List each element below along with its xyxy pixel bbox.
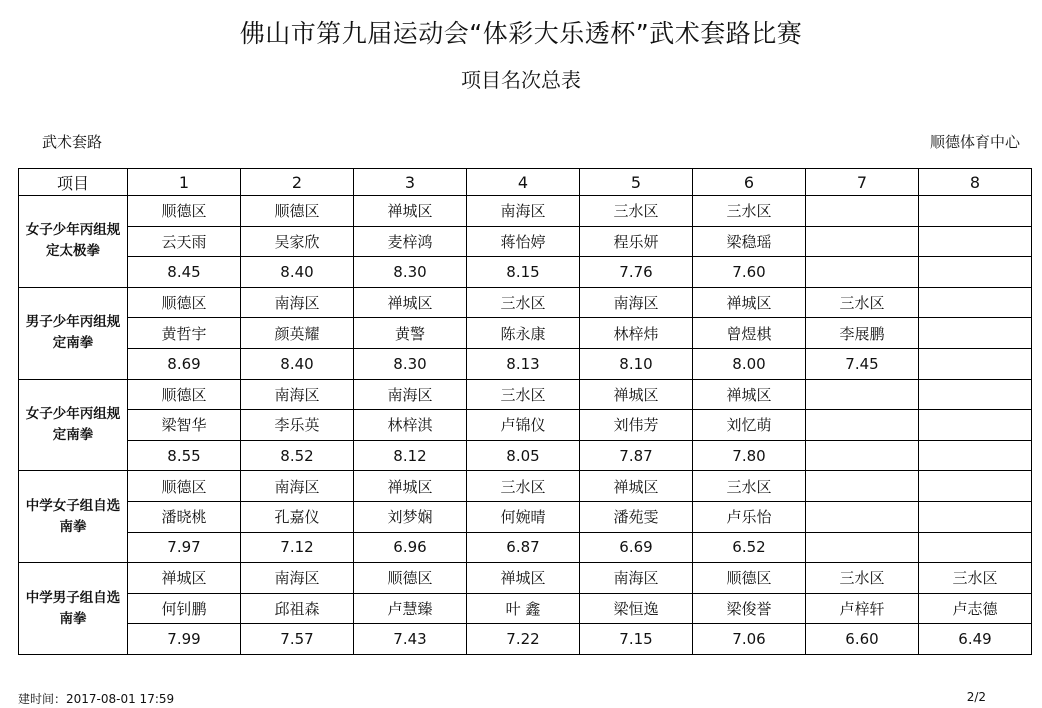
district-cell: 南海区 — [580, 287, 693, 318]
district-cell: 南海区 — [467, 196, 580, 227]
athlete-cell: 孔嘉仪 — [241, 501, 354, 532]
district-cell: 禅城区 — [580, 379, 693, 410]
score-cell — [919, 532, 1032, 563]
score-cell: 8.45 — [128, 257, 241, 288]
header-rank-2: 2 — [241, 169, 354, 196]
score-cell: 7.45 — [806, 348, 919, 379]
score-cell — [806, 257, 919, 288]
district-cell: 禅城区 — [354, 196, 467, 227]
header-rank-5: 5 — [580, 169, 693, 196]
score-cell: 8.10 — [580, 348, 693, 379]
district-cell: 顺德区 — [128, 287, 241, 318]
score-cell: 6.52 — [693, 532, 806, 563]
document-title: 佛山市第九届运动会“体彩大乐透杯”武术套路比赛 — [239, 19, 803, 48]
score-cell: 6.87 — [467, 532, 580, 563]
score-cell: 7.15 — [580, 624, 693, 655]
event-district-row — [19, 196, 1032, 227]
athlete-cell: 黄哲宇 — [128, 318, 241, 349]
athlete-cell: 程乐妍 — [580, 226, 693, 257]
event-name: 女子少年丙组规定南拳 — [19, 379, 128, 471]
district-cell — [806, 196, 919, 227]
district-cell: 三水区 — [693, 471, 806, 502]
score-cell: 7.12 — [241, 532, 354, 563]
district-cell: 三水区 — [806, 563, 919, 594]
score-cell: 8.15 — [467, 257, 580, 288]
athlete-cell: 卢志德 — [919, 593, 1032, 624]
district-cell — [806, 471, 919, 502]
header-rank-3: 3 — [354, 169, 467, 196]
athlete-cell: 何婉晴 — [467, 501, 580, 532]
district-cell: 南海区 — [241, 471, 354, 502]
header-rank-4: 4 — [467, 169, 580, 196]
athlete-cell: 刘忆萌 — [693, 410, 806, 441]
score-cell: 6.69 — [580, 532, 693, 563]
page-number: 2/2 — [966, 690, 986, 704]
score-cell: 8.40 — [241, 348, 354, 379]
athlete-cell — [919, 501, 1032, 532]
athlete-cell: 卢锦仪 — [467, 410, 580, 441]
athlete-cell: 林梓炜 — [580, 318, 693, 349]
athlete-cell — [806, 226, 919, 257]
district-cell: 顺德区 — [693, 563, 806, 594]
district-cell: 南海区 — [580, 563, 693, 594]
score-cell: 7.99 — [128, 624, 241, 655]
district-cell: 三水区 — [919, 563, 1032, 594]
score-cell: 8.69 — [128, 348, 241, 379]
district-cell: 禅城区 — [128, 563, 241, 594]
score-cell: 6.96 — [354, 532, 467, 563]
athlete-cell: 黄警 — [354, 318, 467, 349]
athlete-cell: 梁恒逸 — [580, 593, 693, 624]
event-score-row — [19, 624, 1032, 655]
event-name: 女子少年丙组规定太极拳 — [19, 196, 128, 288]
event-score-row — [19, 257, 1032, 288]
district-cell: 三水区 — [467, 287, 580, 318]
event-name: 中学女子组自选南拳 — [19, 471, 128, 563]
district-cell: 顺德区 — [241, 196, 354, 227]
header-rank-7: 7 — [806, 169, 919, 196]
header-event: 项目 — [19, 169, 128, 196]
score-cell: 7.43 — [354, 624, 467, 655]
athlete-cell: 刘梦娴 — [354, 501, 467, 532]
athlete-cell: 叶 鑫 — [467, 593, 580, 624]
athlete-cell: 梁稳瑶 — [693, 226, 806, 257]
score-cell: 8.13 — [467, 348, 580, 379]
district-cell — [919, 196, 1032, 227]
athlete-cell — [806, 410, 919, 441]
district-cell: 禅城区 — [580, 471, 693, 502]
athlete-cell — [806, 501, 919, 532]
district-cell: 顺德区 — [128, 379, 241, 410]
district-cell: 南海区 — [354, 379, 467, 410]
score-cell — [806, 440, 919, 471]
athlete-cell: 吴家欣 — [241, 226, 354, 257]
score-cell — [806, 532, 919, 563]
athlete-cell — [919, 410, 1032, 441]
district-cell: 禅城区 — [467, 563, 580, 594]
district-cell — [919, 379, 1032, 410]
athlete-cell: 云天雨 — [128, 226, 241, 257]
district-cell: 三水区 — [580, 196, 693, 227]
event-district-row — [19, 471, 1032, 502]
score-cell: 8.55 — [128, 440, 241, 471]
district-cell: 三水区 — [806, 287, 919, 318]
athlete-cell: 蒋怡婷 — [467, 226, 580, 257]
event-athlete-row — [19, 226, 1032, 257]
score-cell: 8.05 — [467, 440, 580, 471]
district-cell: 三水区 — [693, 196, 806, 227]
event-district-row — [19, 563, 1032, 594]
district-cell: 禅城区 — [693, 379, 806, 410]
event-score-row — [19, 440, 1032, 471]
score-cell: 8.40 — [241, 257, 354, 288]
athlete-cell: 李乐英 — [241, 410, 354, 441]
venue-label: 顺德体育中心 — [929, 133, 1020, 151]
results-table — [18, 168, 1032, 655]
district-cell — [806, 379, 919, 410]
event-score-row — [19, 348, 1032, 379]
score-cell: 6.60 — [806, 624, 919, 655]
header-rank-1: 1 — [128, 169, 241, 196]
event-name: 男子少年丙组规定南拳 — [19, 287, 128, 379]
event-athlete-row — [19, 318, 1032, 349]
created-time: 建时间：2017-08-01 17:59 — [18, 692, 175, 706]
district-cell: 南海区 — [241, 379, 354, 410]
district-cell: 南海区 — [241, 287, 354, 318]
district-cell: 顺德区 — [128, 196, 241, 227]
score-cell: 8.30 — [354, 348, 467, 379]
score-cell: 7.60 — [693, 257, 806, 288]
district-cell: 顺德区 — [354, 563, 467, 594]
athlete-cell: 曾煜棋 — [693, 318, 806, 349]
score-cell: 7.57 — [241, 624, 354, 655]
athlete-cell: 梁智华 — [128, 410, 241, 441]
athlete-cell: 林梓淇 — [354, 410, 467, 441]
event-athlete-row — [19, 593, 1032, 624]
district-cell: 南海区 — [241, 563, 354, 594]
district-cell: 禅城区 — [693, 287, 806, 318]
district-cell: 顺德区 — [128, 471, 241, 502]
score-cell: 8.52 — [241, 440, 354, 471]
athlete-cell: 卢乐怡 — [693, 501, 806, 532]
athlete-cell: 李展鹏 — [806, 318, 919, 349]
district-cell: 三水区 — [467, 379, 580, 410]
athlete-cell: 潘苑雯 — [580, 501, 693, 532]
score-cell — [919, 348, 1032, 379]
athlete-cell: 卢梓轩 — [806, 593, 919, 624]
event-athlete-row — [19, 501, 1032, 532]
event-name: 中学男子组自选南拳 — [19, 563, 128, 655]
score-cell: 7.97 — [128, 532, 241, 563]
score-cell: 7.06 — [693, 624, 806, 655]
athlete-cell: 梁俊誉 — [693, 593, 806, 624]
header-row — [19, 169, 1032, 196]
score-cell: 7.22 — [467, 624, 580, 655]
district-cell — [919, 287, 1032, 318]
athlete-cell: 陈永康 — [467, 318, 580, 349]
header-rank-8: 8 — [919, 169, 1032, 196]
category-label: 武术套路 — [42, 133, 103, 151]
athlete-cell: 潘晓桃 — [128, 501, 241, 532]
score-cell: 7.87 — [580, 440, 693, 471]
header-rank-6: 6 — [693, 169, 806, 196]
event-district-row — [19, 287, 1032, 318]
athlete-cell: 颜英耀 — [241, 318, 354, 349]
athlete-cell: 卢慧臻 — [354, 593, 467, 624]
athlete-cell: 麦梓鸿 — [354, 226, 467, 257]
score-cell: 6.49 — [919, 624, 1032, 655]
event-athlete-row — [19, 410, 1032, 441]
district-cell: 三水区 — [467, 471, 580, 502]
athlete-cell: 何钊鹏 — [128, 593, 241, 624]
event-district-row — [19, 379, 1032, 410]
district-cell — [919, 471, 1032, 502]
score-cell — [919, 440, 1032, 471]
score-cell: 8.00 — [693, 348, 806, 379]
event-score-row — [19, 532, 1032, 563]
score-cell: 8.12 — [354, 440, 467, 471]
district-cell: 禅城区 — [354, 287, 467, 318]
score-cell: 7.76 — [580, 257, 693, 288]
score-cell — [919, 257, 1032, 288]
athlete-cell: 刘伟芳 — [580, 410, 693, 441]
district-cell: 禅城区 — [354, 471, 467, 502]
document-subtitle: 项目名次总表 — [461, 68, 581, 92]
score-cell: 7.80 — [693, 440, 806, 471]
athlete-cell — [919, 318, 1032, 349]
athlete-cell: 邱祖森 — [241, 593, 354, 624]
athlete-cell — [919, 226, 1032, 257]
score-cell: 8.30 — [354, 257, 467, 288]
